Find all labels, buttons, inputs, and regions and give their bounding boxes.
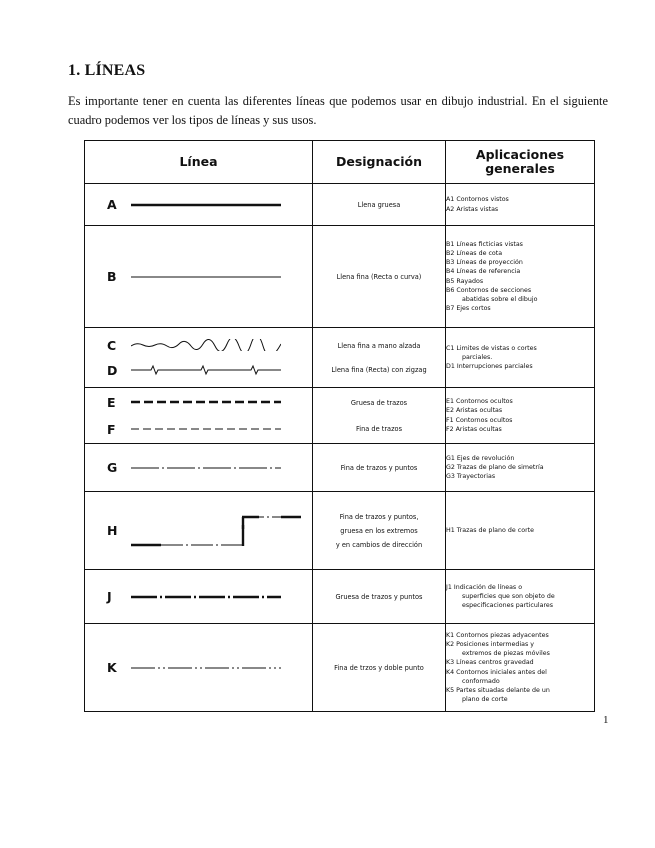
- application-item: F1 Contornos ocultos: [446, 416, 513, 424]
- table-row: [85, 226, 595, 328]
- line-letter: J: [107, 589, 112, 604]
- application-item: K3 Líneas centros gravedad: [446, 659, 534, 667]
- table-row: [85, 624, 595, 712]
- application-item: B5 Rayados: [446, 277, 484, 285]
- application-item: H1 Trazas de plano de corte: [446, 526, 534, 534]
- line-sample-j: [85, 589, 312, 604]
- application-item: J1 Indicación de líneas o: [446, 583, 523, 591]
- application-item: especificaciones particulares: [462, 602, 554, 610]
- line-cell: [85, 226, 313, 328]
- table-row: [85, 328, 595, 388]
- line-cell: [85, 624, 313, 712]
- designation-text: Fina de trzos y doble punto: [334, 663, 424, 672]
- application-item: G2 Trazas de plano de simetría: [446, 463, 544, 471]
- application-item: B4 Líneas de referencia: [446, 268, 521, 276]
- application-item: A2 Aristas vistas: [446, 205, 499, 213]
- thick-dashed-line: [131, 396, 281, 408]
- line-cell: [85, 328, 313, 388]
- line-sample-b: [85, 269, 312, 284]
- line-letter: E: [107, 394, 116, 410]
- designation-text: Gruesa de trazos y puntos: [335, 592, 423, 601]
- designation-text: Llena fina (Recta o curva): [336, 272, 422, 281]
- line-sample-e: [85, 395, 312, 410]
- application-item: C1 Limites de vistas o cortes: [446, 344, 537, 352]
- application-item: G3 Trayectorias: [446, 473, 496, 481]
- line-sample-d: [85, 363, 312, 378]
- table-row: [85, 570, 595, 624]
- application-item: K1 Contornos piezas adyacentes: [446, 631, 549, 639]
- freehand-line: [131, 339, 281, 351]
- designation-text: Llena fina (Recta) con zigzag: [331, 365, 427, 374]
- table-row: [85, 184, 595, 226]
- application-item: K5 Partes situadas delante de un: [446, 686, 550, 694]
- application-item: D1 Interrupciones parciales: [446, 363, 533, 371]
- line-sample-a: [85, 197, 312, 212]
- line-letter: G: [107, 460, 118, 475]
- line-letter: A: [107, 197, 117, 212]
- application-item: B2 Líneas de cota: [446, 249, 503, 257]
- line-letter: D: [107, 362, 118, 378]
- section-heading: 1. LÍNEAS: [68, 62, 146, 79]
- applications-cell: [446, 624, 595, 712]
- application-item: G1 Ejes de revolución: [446, 454, 515, 462]
- designation-cell: [313, 570, 446, 624]
- header-aplicaciones: [446, 141, 595, 184]
- application-item: F2 Aristas ocultas: [446, 425, 502, 433]
- application-item: B7 Ejes cortos: [446, 305, 491, 313]
- applications-cell: [446, 444, 595, 492]
- line-sample-f: [85, 422, 312, 437]
- application-item: plano de corte: [462, 696, 508, 704]
- line-cell: [85, 184, 313, 226]
- application-item: superficies que son objeto de: [462, 592, 555, 600]
- line-letter: K: [107, 660, 117, 675]
- thin-dash-dot-line: [131, 462, 281, 474]
- designation-text: gruesa en los extremos: [340, 526, 418, 535]
- application-item: abatidas sobre el dibujo: [462, 295, 538, 303]
- header-aplicaciones-line1: Aplicaciones: [475, 147, 565, 162]
- header-linea: Línea: [85, 141, 313, 184]
- application-item: extremos de piezas móviles: [462, 650, 550, 658]
- applications-cell: [446, 570, 595, 624]
- application-item: K2 Posiciones intermedias y: [446, 640, 534, 648]
- line-cell: [85, 388, 313, 444]
- line-sample-g: [85, 460, 312, 475]
- zigzag-line: [131, 364, 281, 376]
- line-sample-k: [85, 660, 312, 675]
- table-header-row: [85, 141, 595, 184]
- thin-dash-double-dot-line: [131, 662, 281, 674]
- application-item: B3 Líneas de proyección: [446, 259, 523, 267]
- cutting-plane-line: [131, 505, 301, 557]
- designation-text: y en cambios de dirección: [335, 540, 423, 549]
- designation-cell: [313, 624, 446, 712]
- applications-cell: [446, 226, 595, 328]
- application-item: E1 Contornos ocultos: [446, 398, 513, 406]
- application-item: K4 Contornos iniciales antes del: [446, 668, 547, 676]
- thick-continuous-line: [131, 199, 281, 211]
- table-row: [85, 444, 595, 492]
- intro-paragraph: Es importante tener en cuenta las diferentes líneas que podemos usar en dibujo industrial. En el siguiente cuadro podemos ver los tipos de líneas y sus usos.: [68, 94, 608, 127]
- designation-cell: [313, 226, 446, 328]
- line-cell: [85, 444, 313, 492]
- applications-cell: [446, 492, 595, 570]
- thin-continuous-line: [131, 271, 281, 283]
- line-letter: F: [107, 421, 116, 437]
- header-designacion: Designación: [313, 141, 446, 184]
- designation-text: Fina de trazos y puntos: [340, 463, 418, 472]
- application-item: A1 Contornos vistos: [446, 196, 509, 204]
- designation-cell: [313, 492, 446, 570]
- line-letter: C: [107, 337, 117, 353]
- designation-text: Llena fina a mano alzada: [337, 341, 421, 350]
- application-item: B1 Líneas ficticias vistas: [446, 240, 523, 248]
- application-item: E2 Aristas ocultas: [446, 407, 503, 415]
- line-sample-c: [85, 338, 312, 353]
- designation-cell: [313, 444, 446, 492]
- applications-cell: [446, 388, 595, 444]
- table-row: [85, 388, 595, 444]
- applications-cell: [446, 328, 595, 388]
- application-item: B6 Contornos de secciones: [446, 286, 532, 294]
- designation-text: Fina de trazos y puntos,: [339, 512, 419, 521]
- thick-dash-dot-line: [131, 591, 281, 603]
- line-letter: B: [107, 269, 117, 284]
- application-item: conformado: [462, 677, 500, 685]
- designation-text: Gruesa de trazos: [350, 398, 408, 407]
- designation-text: Llena gruesa: [357, 200, 401, 209]
- designation-cell: [313, 184, 446, 226]
- designation-cell: [313, 388, 446, 444]
- application-item: parciales.: [462, 353, 493, 361]
- header-aplicaciones-line2: generales: [485, 161, 555, 176]
- line-letter: H: [107, 523, 118, 538]
- line-cell: [85, 570, 313, 624]
- applications-cell: [446, 184, 595, 226]
- designation-cell: [313, 328, 446, 388]
- designation-text: Fina de trazos: [355, 424, 403, 433]
- thin-dashed-line: [131, 423, 281, 435]
- page-number: 1: [603, 714, 609, 726]
- line-sample-h: [85, 505, 312, 557]
- table-row: [85, 492, 595, 570]
- line-types-table: [84, 140, 595, 712]
- line-cell: [85, 492, 313, 570]
